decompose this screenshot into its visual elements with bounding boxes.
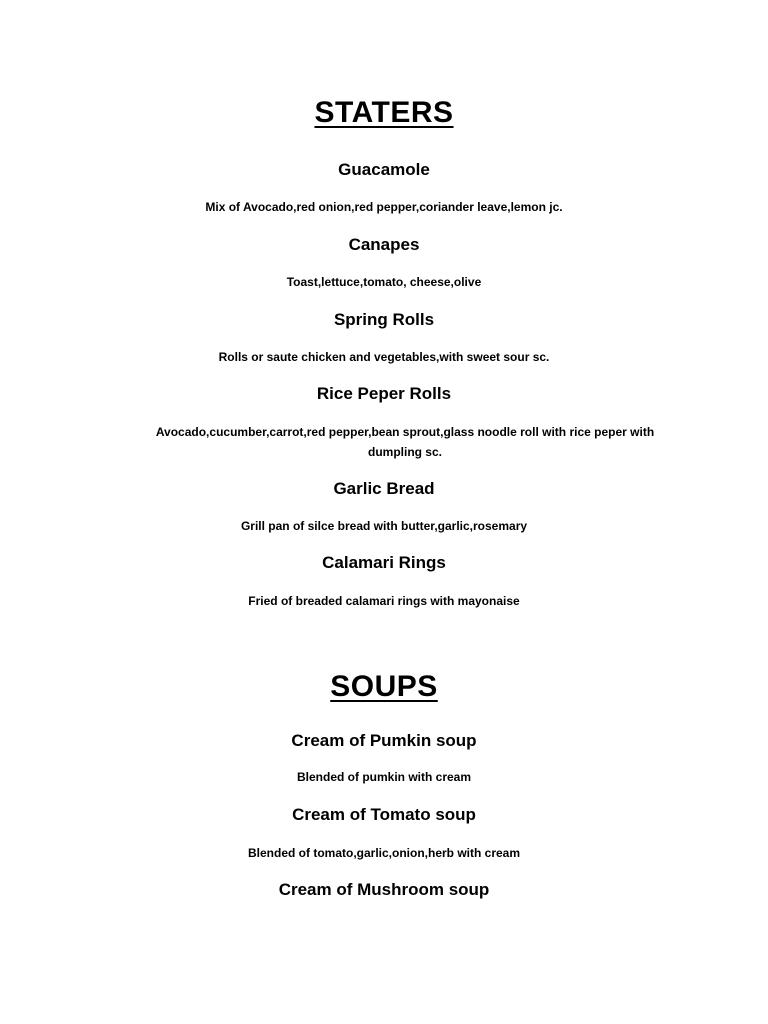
menu-item-tomato-soup-name: Cream of Tomato soup	[292, 805, 476, 824]
menu-item-tomato-soup-desc: Blended of tomato,garlic,onion,herb with cream	[247, 846, 521, 860]
menu-item-calamari-rings-desc: Fried of breaded calamari rings with mayonaise	[248, 594, 520, 608]
menu-item-calamari-rings-name: Calamari Rings	[322, 553, 446, 572]
menu-item-pumkin-soup-name: Cream of Pumkin soup	[291, 731, 477, 750]
menu-item-garlic-bread-desc: Grill pan of silce bread with butter,garlic,rosemary	[240, 519, 528, 533]
menu-item-rice-peper-rolls-desc: Avocado,cucumber,carrot,red pepper,bean sprout,glass noodle roll with rice peper with dumpling sc.	[155, 425, 655, 459]
menu-item-spring-rolls-name: Spring Rolls	[333, 310, 435, 329]
menu-item-guacamole-desc: Mix of Avocado,red onion,red pepper,coriander leave,lemon jc.	[205, 200, 563, 214]
menu-item-canapes-name: Canapes	[348, 235, 420, 254]
menu-item-pumkin-soup-desc: Blended of pumkin with cream	[296, 770, 472, 784]
section-title-staters: STATERS	[314, 96, 454, 129]
menu-item-garlic-bread-name: Garlic Bread	[333, 479, 435, 498]
menu-item-mushroom-soup-name: Cream of Mushroom soup	[278, 880, 490, 899]
menu-item-rice-peper-rolls-name: Rice Peper Rolls	[316, 384, 452, 403]
menu-item-spring-rolls-desc: Rolls or saute chicken and vegetables,with sweet sour sc.	[218, 350, 550, 364]
section-title-soups: SOUPS	[330, 670, 438, 703]
menu-item-canapes-desc: Toast,lettuce,tomato, cheese,olive	[286, 275, 482, 289]
menu-item-guacamole-name: Guacamole	[338, 160, 430, 179]
